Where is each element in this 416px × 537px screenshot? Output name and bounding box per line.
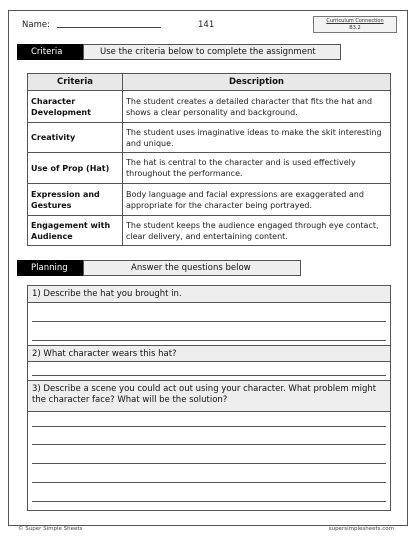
column-header-criteria: Criteria — [28, 74, 123, 91]
name-input-line[interactable] — [57, 20, 161, 28]
table-row — [28, 153, 391, 184]
footer-copyright: © Super Simple Sheets — [18, 526, 83, 532]
answer-line[interactable] — [32, 482, 386, 483]
question-2: 2) What character wears this hat? — [28, 345, 390, 362]
curriculum-connection-box — [313, 16, 397, 33]
table-row — [28, 123, 391, 153]
footer-website: supersimplesheets.com — [328, 526, 394, 532]
answer-line[interactable] — [32, 375, 386, 376]
criteria-cell: Character Development — [28, 91, 123, 123]
table-row — [28, 184, 391, 216]
description-cell: The hat is central to the character and is used effectively throughout the performance. — [123, 153, 391, 184]
planning-label: Planning — [17, 260, 83, 276]
criteria-cell: Expression and Gestures — [28, 184, 123, 216]
criteria-label: Criteria — [17, 44, 83, 60]
description-cell: Body language and facial expressions are exaggerated and appropriate for the character being portrayed. — [123, 184, 391, 216]
planning-section-header — [17, 260, 301, 276]
description-cell: The student keeps the audience engaged through eye contact, clear delivery, and entertaining content. — [123, 216, 391, 246]
answer-line[interactable] — [32, 463, 386, 464]
curriculum-code: B3.2 — [349, 25, 361, 31]
curriculum-title: Curriculum Connection — [326, 18, 384, 24]
planning-box — [27, 285, 391, 511]
answer-line[interactable] — [32, 340, 386, 341]
planning-instruction: Answer the questions below — [83, 260, 301, 276]
answer-line[interactable] — [32, 501, 386, 502]
criteria-table — [27, 73, 391, 246]
criteria-cell: Use of Prop (Hat) — [28, 153, 123, 184]
page-number: 141 — [198, 20, 215, 30]
column-header-description: Description — [123, 74, 391, 91]
answer-line[interactable] — [32, 426, 386, 427]
criteria-cell: Creativity — [28, 123, 123, 153]
criteria-instruction: Use the criteria below to complete the assignment — [83, 44, 341, 60]
name-field — [22, 20, 161, 30]
criteria-section-header — [17, 44, 341, 60]
table-header-row — [28, 74, 391, 91]
description-cell: The student creates a detailed character that fits the hat and shows a clear personality and background. — [123, 91, 391, 123]
name-label: Name: — [22, 20, 50, 30]
table-row — [28, 216, 391, 246]
description-cell: The student uses imaginative ideas to make the skit interesting and unique. — [123, 123, 391, 153]
answer-line[interactable] — [32, 444, 386, 445]
table-row — [28, 91, 391, 123]
answer-line[interactable] — [32, 321, 386, 322]
question-1: 1) Describe the hat you brought in. — [28, 286, 390, 303]
question-3: 3) Describe a scene you could act out using your character. What problem might the character face? What will be the solution? — [28, 380, 390, 412]
criteria-cell: Engagement with Audience — [28, 216, 123, 246]
